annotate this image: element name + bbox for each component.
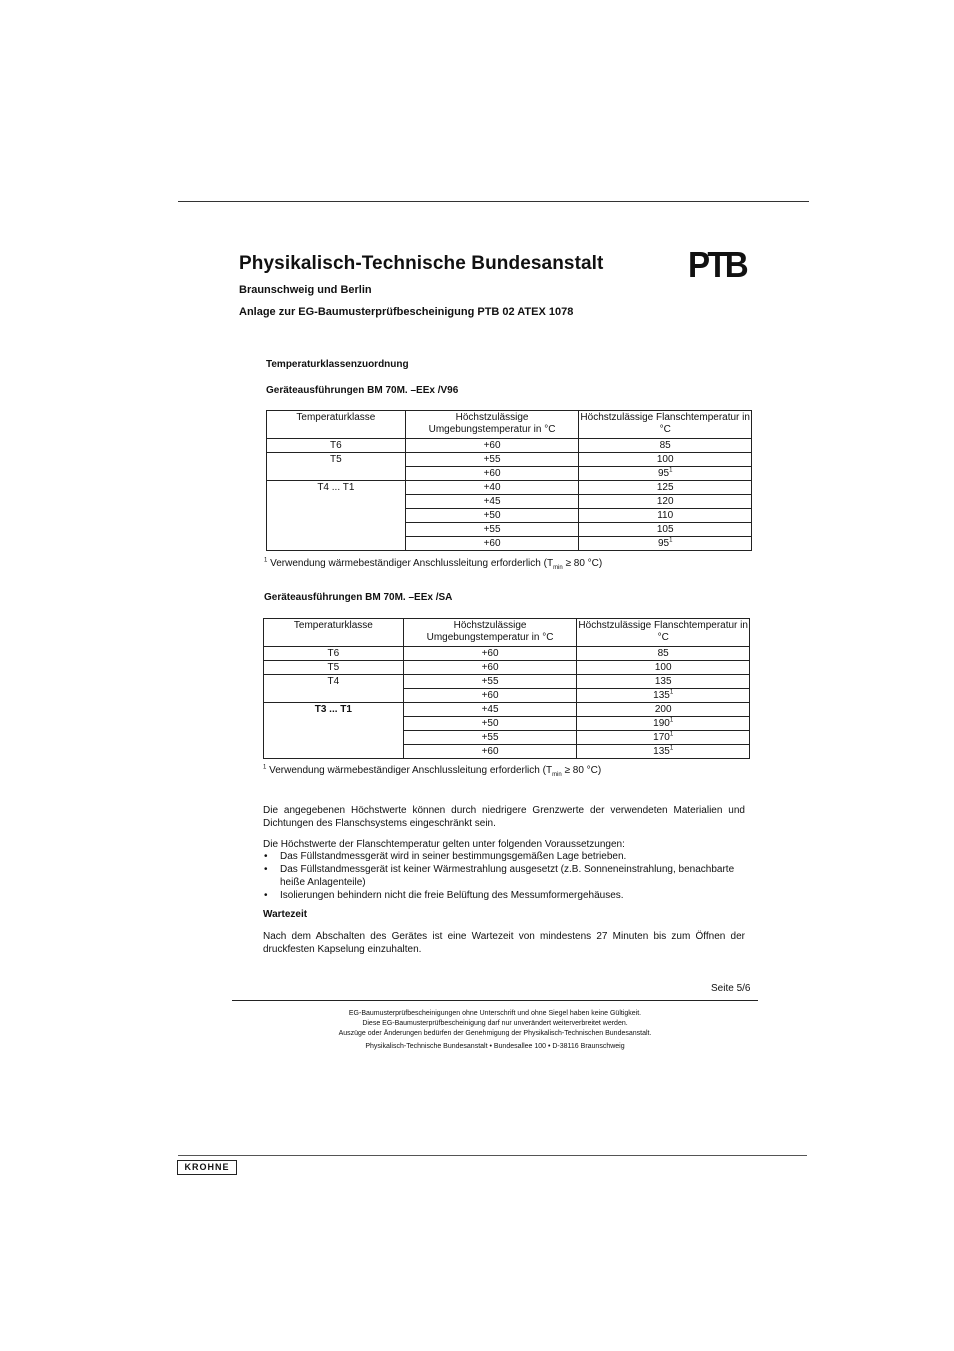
header-cell: Höchstzulässige Umgebungstemperatur in °C bbox=[405, 411, 579, 439]
table1-footnote: $^1$ Verwendung wärmebeständiger Anschlussleitung erforderlich ($T_{min} \ge 80$ °C) bbox=[264, 557, 603, 571]
ambient-cell: +45 bbox=[403, 703, 577, 717]
class-cell: T4 ... T1 bbox=[267, 481, 406, 551]
flange-cell: 85 bbox=[577, 647, 750, 661]
flange-cell: 110 bbox=[579, 509, 752, 523]
ambient-cell: +40 bbox=[405, 481, 579, 495]
ambient-cell: +60 bbox=[405, 537, 579, 551]
list-item: • Das Füllstandmessgerät ist keiner Wärmestrahlung ausgesetzt (z.B. Sonneneinstrahlung, benachbarte heiße Anlagenteile) bbox=[264, 864, 735, 888]
table-header-row bbox=[264, 619, 750, 647]
ambient-cell: +55 bbox=[403, 675, 577, 689]
top-rule bbox=[178, 201, 809, 202]
ambient-cell: +55 bbox=[405, 453, 579, 467]
ambient-cell: +60 bbox=[403, 661, 577, 675]
class-cell: T5 bbox=[264, 661, 404, 675]
flange-cell: $135^1$ bbox=[577, 689, 750, 703]
flange-cell: 120 bbox=[579, 495, 752, 509]
ambient-cell: +60 bbox=[403, 647, 577, 661]
list-item: • Das Füllstandmessgerät wird in seiner bestimmungsgemäßen Lage betrieben. bbox=[264, 851, 627, 862]
table2-title: Geräteausführungen BM 70M. –EEx /SA bbox=[264, 592, 453, 603]
flange-cell: $95^1$ bbox=[579, 537, 752, 551]
location: Braunschweig und Berlin bbox=[239, 284, 372, 296]
ambient-cell: +60 bbox=[405, 439, 579, 453]
class-cell: T6 bbox=[267, 439, 406, 453]
legal-notice: EG-Baumusterprüfbescheinigungen ohne Unterschrift und ohne Siegel haben keine Gültigkeit. Diese EG-Baumusterprüfbescheinigung darf nur unverändert weiterverbreitet werden. Auszüge oder Änderungen bedürfen der Genehmigung der Physikalisch-Technischen Bundesanstalt. bbox=[338, 1010, 652, 1037]
conditions-intro: Die Höchstwerte der Flanschtemperatur gelten unter folgenden Voraussetzungen: bbox=[263, 839, 625, 850]
flange-cell: 125 bbox=[579, 481, 752, 495]
flange-cell: $190^1$ bbox=[577, 717, 750, 731]
header-cell: Höchstzulässige Flanschtemperatur in °C bbox=[579, 411, 752, 439]
organization-name: Physikalisch-Technische Bundesanstalt bbox=[239, 253, 604, 274]
conditions-list bbox=[263, 850, 745, 902]
bullet-icon: • bbox=[264, 851, 268, 862]
flange-cell: 100 bbox=[577, 661, 750, 675]
class-cell: T6 bbox=[264, 647, 404, 661]
table-row bbox=[264, 703, 750, 717]
table-row bbox=[264, 661, 750, 675]
table-header-row bbox=[267, 411, 752, 439]
table-row bbox=[267, 453, 752, 467]
header-cell: Höchstzulässige Flanschtemperatur in °C bbox=[577, 619, 750, 647]
ptb-logo: PTB bbox=[688, 244, 746, 285]
class-cell: T4 bbox=[264, 675, 404, 703]
header-cell: Temperaturklasse bbox=[264, 619, 404, 647]
header-cell: Temperaturklasse bbox=[267, 411, 406, 439]
flange-cell: 135 bbox=[577, 675, 750, 689]
ptb-address: Physikalisch-Technische Bundesanstalt • Bundesallee 100 • D-38116 Braunschweig bbox=[365, 1043, 625, 1050]
ambient-cell: +45 bbox=[405, 495, 579, 509]
annex-title: Anlage zur EG-Baumusterprüfbescheinigung PTB 02 ATEX 1078 bbox=[239, 306, 574, 318]
flange-cell: $170^1$ bbox=[577, 731, 750, 745]
ambient-cell: +55 bbox=[405, 523, 579, 537]
class-cell: T3 ... T1 bbox=[264, 703, 404, 759]
limits-paragraph: Die angegebenen Höchstwerte können durch niedrigere Grenzwerte der verwendeten Materialien und Dichtungen des Flanschsystems eingeschränkt sein. bbox=[263, 805, 745, 829]
flange-cell: 105 bbox=[579, 523, 752, 537]
section-title: Temperaturklassenzuordnung bbox=[266, 359, 409, 370]
flange-cell: 100 bbox=[579, 453, 752, 467]
wartezeit-heading: Wartezeit bbox=[263, 909, 308, 920]
bottom-rule bbox=[178, 1155, 807, 1156]
table2-footnote: $^1$ Verwendung wärmebeständiger Anschlussleitung erforderlich ($T_{min} \ge 80$ °C) bbox=[263, 764, 602, 778]
table-row bbox=[267, 439, 752, 453]
flange-cell: $135^1$ bbox=[577, 745, 750, 759]
ambient-cell: +60 bbox=[403, 745, 577, 759]
page-number: Seite 5/6 bbox=[711, 983, 751, 994]
table-row bbox=[264, 647, 750, 661]
list-item: • Isolierungen behindern nicht die freie Belüftung des Messumformergehäuses. bbox=[264, 890, 624, 901]
ambient-cell: +55 bbox=[403, 731, 577, 745]
wartezeit-paragraph: Nach dem Abschalten des Gerätes ist eine Wartezeit von mindestens 27 Minuten bis zum Öffnen der druckfesten Kapselung einzuhalten. bbox=[263, 931, 745, 955]
table-row bbox=[267, 481, 752, 495]
ambient-cell: +50 bbox=[405, 509, 579, 523]
table-row bbox=[264, 675, 750, 689]
bullet-icon: • bbox=[264, 890, 268, 901]
flange-cell: 85 bbox=[579, 439, 752, 453]
footer-rule bbox=[232, 1000, 758, 1001]
temperature-table-sa bbox=[263, 618, 750, 759]
table1-title: Geräteausführungen BM 70M. –EEx /V96 bbox=[266, 385, 459, 396]
temperature-table-v96 bbox=[266, 410, 752, 551]
ambient-cell: +60 bbox=[405, 467, 579, 481]
flange-cell: $95^1$ bbox=[579, 467, 752, 481]
flange-cell: 200 bbox=[577, 703, 750, 717]
ambient-cell: +50 bbox=[403, 717, 577, 731]
header-cell: Höchstzulässige Umgebungstemperatur in °C bbox=[403, 619, 577, 647]
class-cell: T5 bbox=[267, 453, 406, 481]
ambient-cell: +60 bbox=[403, 689, 577, 703]
bullet-icon: • bbox=[264, 864, 268, 875]
krohne-logo: KROHNE bbox=[177, 1160, 237, 1175]
